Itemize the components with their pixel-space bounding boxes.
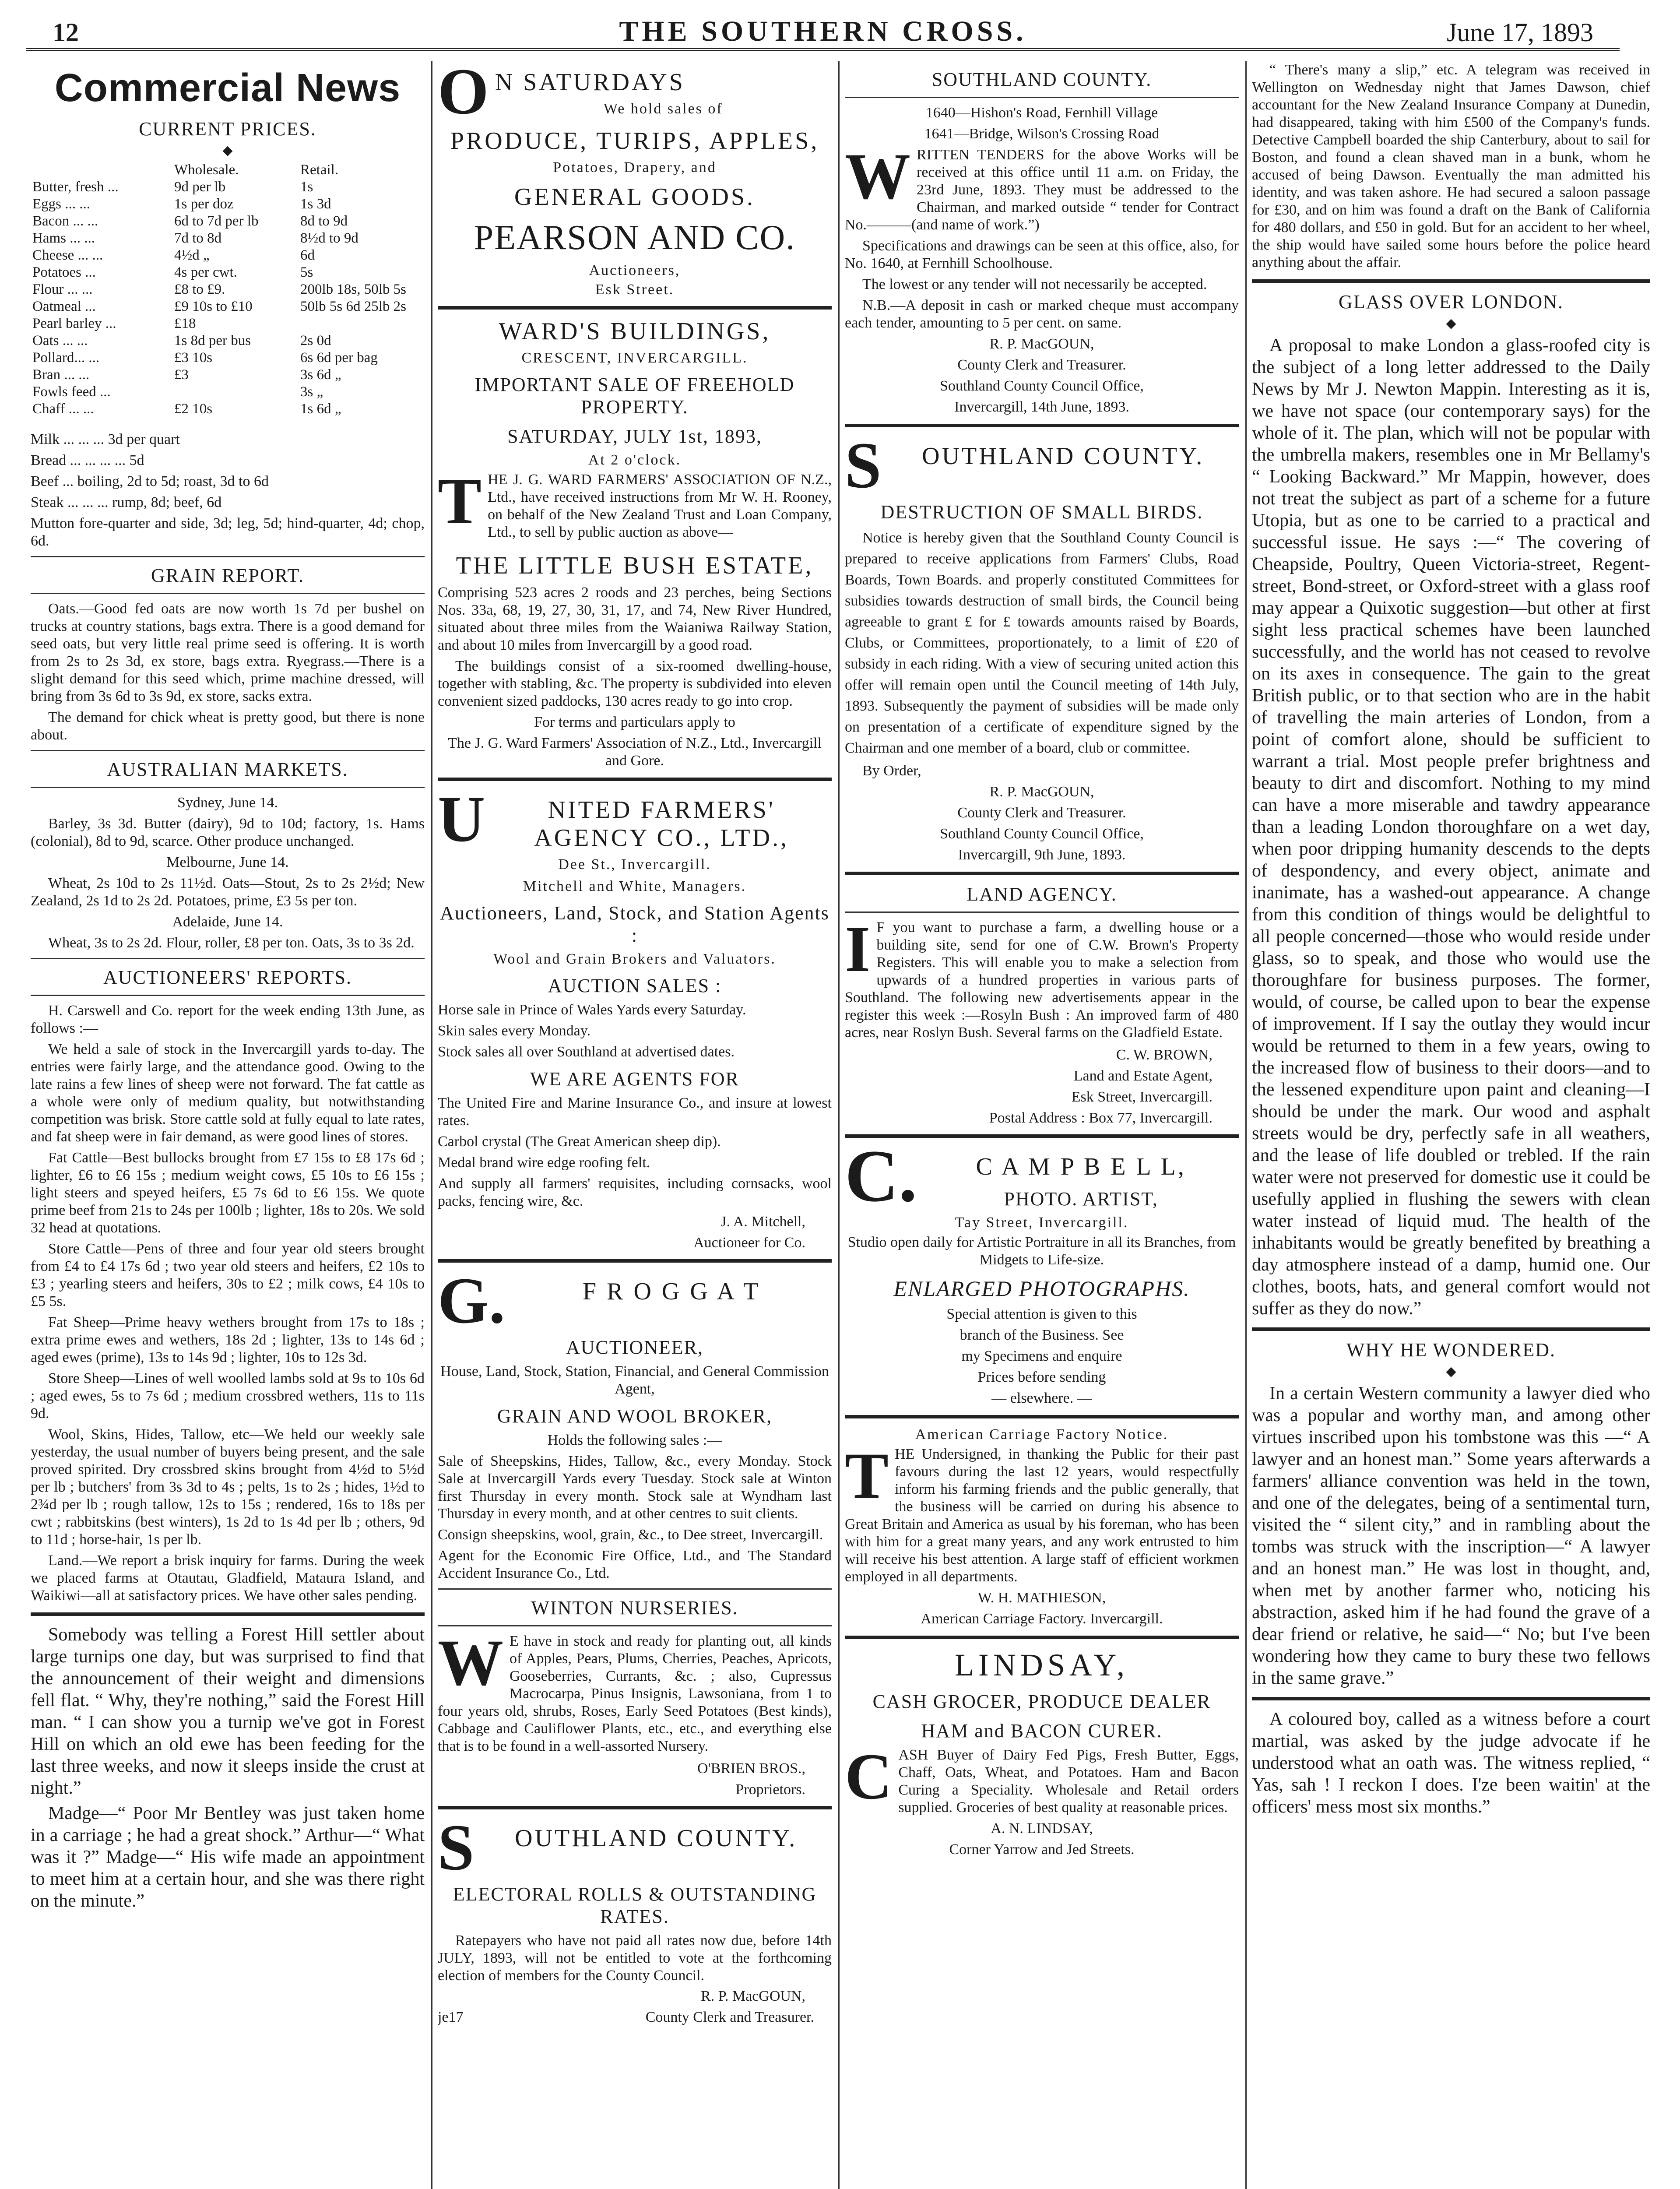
table-row bbox=[31, 298, 425, 315]
table-cell: £3 bbox=[174, 367, 189, 383]
column-auction-ads: O N SATURDAYS We hold sales of PRODUCE, TURIPS, APPLES, Potatoes, Drapery, and GENERAL GOODS. PEARSON AND CO. Auctioneers, Esk Street. WARD'S BUILDINGS, CRESCENT, INVERCARGILL. IMPORTANT SALE OF FREEHOLD PROPERTY. SATURDAY, JULY 1st, 1893, At 2 o'clock. T HE J. G. WARD FARMERS' ASSOCIATION OF N.Z., Ltd., have received instructions from Mr W. H. Rooney, on behalf of the New Zealand Trust and Loan Company, Ltd., to sell by public auction as above— THE LITTLE BUSH ESTATE, Comprising 523 acres 2 roods and 23 perches, being Sections Nos. 33a, 68, 19, 27, 30, 31, 17, and 74, New River Hundred, situated about three miles from the Waianiwa Railway Station, and about 10 miles from Invercargill by a good road. The buildings consist of a six-roomed dwelling-house, together with stabling, &c. The property is subdivided into eleven convenient sized paddocks, 130 acres ready to go into crop. For terms and particulars apply to The J. G. Ward Farmers' Association of N.Z., Ltd., Invercargill and Gore. U NITED FARMERS' AGENCY CO., LTD., Dee St., Invercargill. Mitchell and White, Managers. Auctioneers, Land, Stock, and Station Agents : Wool and Grain Brokers and Valuators. AUCTION SALES : Horse sale in Prince of Wales Yards every Saturday. Skin sales every Monday. Stock sales all over Southland at advertised dates. WE ARE AGENTS FOR The United Fire and Marine Insurance Co., and insure at lowest rates. Carbol crystal (The Great American sheep dip). Medal brand wire edge roofing felt. And supply all farmers' requisites, including cornsacks, wool packs, fencing wire, &c. J. A. Mitchell, Auctioneer for Co. G. F R O G G A T AUCTIONEER, House, Land, Stock, Station, Financial, and General Commission Agent, GRAIN AND WOOL BROKER, Holds the following sales :— Sale of Sheepskins, Hides, Tallow, &c., every Monday. Stock Sale at Invercargill Yards every Tuesday. Stock sale at Winton first Thursday in every month. Stock sale at Wyndham last Thursday in every month, and at other centres to suit clients. Consign sheepskins, wool, grain, &c., to Dee street, Invercargill. Agent for the Economic Fire Office, Ltd., and The Standard Accident Insurance Co., Ltd. WINTON NURSERIES. W E have in stock and ready for planting out, all kinds of Apples, Pears, Plums, Cherries, Peaches, Apricots, Gooseberries, Currants, &c. ; also, Cupressus Macrocarpa, Pinus Insignis, Lawsoniana, from 1 to four years old, shrubs, Roses, Early Seed Potatoes (Best kinds), Cabbage and Cauliflower Plants, etc., etc., and everything else that is to be found in a well-assorted Nursery. O'BRIEN BROS., Proprietors. S OUTHLAND COUNTY. ELECTORAL ROLLS & OUTSTANDING RATES. Ratepayers who have not paid all rates now due, before 14th JULY, 1893, will not be entitled to vote at the forthcoming election of members for the County Council. R. P. MacGOUN, je17 County Clerk and Treasurer. bbox=[438, 61, 832, 2025]
table-cell: 1s 6d „ bbox=[300, 401, 341, 417]
grain-text: Oats.—Good fed oats are now worth 1s 7d per bushel on trucks at country stations, bags extra. There is a good demand for seed oats, but very little real prime seed is offering. It is worth from 2s to 2s 3d, ex store, bags extra. Ryegrass.—There is a slight demand for this seed which, prime machine dressed, will bring from 3s 6d to 3s 9d, ex store, sacks extra. bbox=[31, 601, 425, 704]
auction-report-paragraph: Fat Sheep—Prime heavy wethers brought from 17s to 18s ; extra prime ewes and wethers, 18s 2d ; lighter, 13s to 14s 6d ; aged ewes (prime), 13s to 14s 9d ; lighter, 10s to 12s 3d. bbox=[31, 1314, 425, 1365]
drop-cap: S bbox=[438, 1817, 474, 1876]
drop-cap: C. bbox=[845, 1146, 917, 1217]
madge-story: Madge—“ Poor Mr Bentley was just taken home in a carriage ; he had a great shock.” Arthur—“ What was it ?” Madge—“ His wife made an appointment to meet him at a certain hour, and she was there right on the minute.” bbox=[31, 1803, 425, 1911]
dateline: Adelaide, June 14. bbox=[172, 914, 283, 930]
page-number: 12 bbox=[53, 18, 79, 47]
table-row bbox=[31, 401, 425, 418]
auction-report-paragraph: H. Carswell and Co. report for the week ending 13th June, as follows :— bbox=[31, 1003, 425, 1036]
drop-cap: C bbox=[845, 1746, 893, 1813]
retail-price-line: Milk ... ... ... 3d per quart bbox=[31, 431, 180, 447]
auction-report-paragraph: Wool, Skins, Hides, Tallow, etc—We held our weekly sale yesterday, the usual number of buyers being present, and the sale proved spirited. Dry crossbred skins brought from 4½d to 5½d per lb ; butchers' from 3s 3d to 4s ; pelts, 1s to 2s ; hides, 1½d to 2¾d per lb ; rough tallow, 12s to 15s ; rendered, 16s to 18s per cwt ; rabbitskins (best winters), 1s 2d to 1s 4d per lb ; others, 9d to 11d ; horse-hair, 1s per lb. bbox=[31, 1426, 425, 1548]
divider-ornament: ◆ bbox=[1446, 1364, 1456, 1379]
divider-ornament: ◆ bbox=[222, 143, 233, 158]
southland-county-heading: SOUTHLAND COUNTY. bbox=[931, 69, 1152, 90]
market-text: Wheat, 2s 10d to 2s 11½d. Oats—Stout, 2s to 2s 2½d; New Zealand, 2s 1d to 2s 2d. Potatoes, prime, £3 5s per ton. bbox=[31, 875, 425, 909]
lindsay-heading: LINDSAY, bbox=[954, 1647, 1129, 1682]
table-header-row: Wholesale. Retail. bbox=[174, 162, 339, 178]
table-cell: 4½d „ bbox=[174, 247, 210, 263]
market-text: Wheat, 3s to 2s 2d. Flour, roller, £8 per ton. Oats, 3s to 3s 2d. bbox=[48, 935, 415, 951]
table-cell: 9d per lb bbox=[174, 179, 226, 195]
table-cell: Flour ... ... bbox=[32, 282, 93, 297]
table-cell: Potatoes ... bbox=[32, 264, 96, 280]
drop-cap: T bbox=[438, 471, 482, 538]
table-row bbox=[31, 247, 425, 264]
slip-story: “ There's many a slip,” etc. A telegram was received in Wellington on Wednesday night that James Dawson, chief accountant for the New Zealand Insurance Company at Dunedin, had disappeared, taking with him £500 of the Company's funds. Detective Campbell boarded the ship Canterbury, about to sail for Boston, and found a clean shaved man in a bunk, whom he accused of being Dawson. Eventually the man admitted his identity, and was taken ashore. He had secured a saloon passage for £30, and on him was found a draft on the Bank of California for 480 dollars, and £50 in gold. But for an accident to her wheel, the ship would have sailed some hours before the police heard anything about the affair. bbox=[1252, 62, 1650, 271]
table-cell: 3s „ bbox=[300, 384, 323, 400]
table-cell: £8 to £9. bbox=[174, 282, 225, 297]
table-cell: Pearl barley ... bbox=[32, 316, 116, 331]
table-cell: 8½d to 9d bbox=[300, 230, 358, 246]
drop-cap: W bbox=[845, 146, 910, 213]
table-cell: 2s 0d bbox=[300, 333, 331, 348]
table-cell: Butter, fresh ... bbox=[32, 179, 119, 195]
dateline: Sydney, June 14. bbox=[177, 795, 278, 811]
table-row bbox=[31, 281, 425, 298]
column-commercial-news bbox=[31, 61, 425, 2189]
table-cell: 1s bbox=[300, 179, 313, 195]
table-cell: 1s 3d bbox=[300, 196, 331, 212]
auctioneers-reports-heading: AUCTIONEERS' REPORTS. bbox=[103, 967, 352, 988]
table-cell: 5s bbox=[300, 264, 313, 280]
section-title: Commercial News bbox=[54, 66, 401, 110]
column-divider bbox=[838, 61, 840, 2189]
auction-report-paragraph: We held a sale of stock in the Invercargill yards to-day. The entries were fairly large, and the attendance good. Owing to the late rains a few lines of sheep were not forward. The fat cattle as a whole were only of medium quality, but notwithstanding competition was brisk. Store cattle sold at fully equal to late rates, and fat sheep were in fair demand, as were good lines of stores. bbox=[31, 1041, 425, 1145]
prices-table bbox=[31, 162, 425, 418]
table-row bbox=[31, 213, 425, 230]
drop-cap: W bbox=[438, 1633, 503, 1699]
table-row bbox=[31, 366, 425, 384]
turnip-story: Somebody was telling a Forest Hill settler about large turnips one day, but was surprised to find that the announcement of their weight and dimensions fell flat. “ Why, they're nothing,” said the Forest Hill man. “ I can show you a turnip we've got in Forest Hill on which an old ewe has been feeding for the last three weeks, and now it sleeps inside the crust at night.” bbox=[31, 1625, 425, 1798]
table-cell: Oats ... ... bbox=[32, 333, 88, 348]
table-cell: Bran ... ... bbox=[32, 367, 90, 383]
table-cell: 6d to 7d per lb bbox=[174, 213, 259, 229]
why-he-wondered-heading: WHY HE WONDERED. bbox=[1346, 1339, 1556, 1361]
table-cell: Hams ... ... bbox=[32, 230, 95, 246]
table-cell: 50lb 5s 6d 25lb 2s bbox=[300, 299, 407, 314]
winton-nurseries-heading: WINTON NURSERIES. bbox=[531, 1597, 738, 1619]
dateline: Melbourne, June 14. bbox=[166, 854, 289, 870]
lawyer-story: In a certain Western community a lawyer died who was a popular and worthy man, and among other virtues inscribed upon his tombstone was this —“ A lawyer and an honest man.” Some years afterwards a farmers' alliance convention was held in the town, and one of the delegates, being of a sentimental turn, visited the “ silent city,” and in rambling about the tombs was struck with the inscription—“ A lawyer and an honest man.” He was lost in thought, and, when met by another farmer who, noticing his abstraction, asked him if he had found the grave of a dear friend or relative, he said—“ No; but I've been wondering how they came to bury these two fellows in the same grave.” bbox=[1252, 1383, 1650, 1688]
auction-report-paragraph: Store Sheep—Lines of well woolled lambs sold at 9s to 10s 6d ; aged ewes, 5s to 7s 6d ; medium crossbred wethers, 11s to 11s 9d. bbox=[31, 1370, 425, 1422]
witness-story: A coloured boy, called as a witness before a court martial, was asked by the judge advocate if he understood what an oath was. The witness replied, “ Yas, sah ! I reckon I does. I'ze been waitin' at the officers' mess most six months.” bbox=[1252, 1709, 1650, 1817]
drop-cap: U bbox=[438, 789, 485, 855]
table-cell: Oatmeal ... bbox=[32, 299, 96, 314]
table-cell: 3s 6d „ bbox=[300, 367, 341, 383]
table-cell: £9 10s to £10 bbox=[174, 299, 253, 314]
newspaper-title: THE SOUTHERN CROSS. bbox=[619, 15, 1027, 47]
drop-cap: T bbox=[845, 1446, 889, 1512]
column-stories bbox=[1252, 61, 1650, 2189]
table-cell: £3 10s bbox=[174, 350, 213, 366]
auction-report-paragraph: Land.—We report a brisk inquiry for farms. During the week we placed farms at Otautau, Gladfield, Mataura Island, and Waikiwi—all at satisfactory prices. We have other sales pending. bbox=[31, 1552, 425, 1604]
table-cell: 7d to 8d bbox=[174, 230, 222, 246]
table-row bbox=[31, 196, 425, 213]
drop-cap: G. bbox=[438, 1270, 506, 1329]
table-cell: Fowls feed ... bbox=[32, 384, 111, 400]
table-cell: 8d to 9d bbox=[300, 213, 348, 229]
drop-cap: S bbox=[845, 435, 882, 494]
table-cell: 1s 8d per bus bbox=[174, 333, 251, 348]
glass-over-london-heading: GLASS OVER LONDON. bbox=[1339, 291, 1564, 313]
column-notices: SOUTHLAND COUNTY. 1640—Hishon's Road, Fernhill Village 1641—Bridge, Wilson's Crossing Road W RITTEN TENDERS for the above Works will be received at this office until 11 a.m. on Friday, the 23rd June, 1893. They must be addressed to the Chairman, and marked outside “ tender for Contract No.———(and name of work.”) Specifications and drawings can be seen at this office, also, for No. 1640, at Fernhill Schoolhouse. The lowest or any tender will not necessarily be accepted. N.B.—A deposit in cash or marked cheque must accompany each tender, amounting to 5 per cent. on same. R. P. MacGOUN, County Clerk and Treasurer. Southland County Council Office, Invercargill, 14th June, 1893. S OUTHLAND COUNTY. DESTRUCTION OF SMALL BIRDS. Notice is hereby given that the Southland County Council is prepared to receive applications from Farmers' Clubs, Road Boards, Town Boards. and properly constituted Committees for subsidies towards destruction of small birds, the Council being agreeable to grant £ for £ towards amounts raised by Boards, Clubs, or Committees, proportionately, to a limit of £20 of subsidy in each riding. With a view of securing united action this offer will remain open until the Council meeting of 14th July, 1893. Subsequently the payment of subsidies will be made only on presentation of a certificate of expenditure signed by the Chairman and one member of a board, club or committee. By Order, R. P. MacGOUN, County Clerk and Treasurer. Southland County Council Office, Invercargill, 9th June, 1893. LAND AGENCY. I F you want to purchase a farm, a dwelling house or a building site, send for one of C.W. Brown's Property Registers. This will enable you to make a selection from upwards of a hundred properties in various parts of Southland. The following new advertisements appear in the register this week :—Rosyln Bush : An improved farm of 480 acres, near Roslyn Bush. Several farms on the Gladfield Estate. C. W. BROWN, Land and Estate Agent, Esk Street, Invercargill. Postal Address : Box 77, Invercargill. C. C A M P B E L L, PHOTO. ARTIST, Tay Street, Invercargill. Studio open daily for Artistic Portraiture in all its Branches, from Midgets to Life-size. ENLARGED PHOTOGRAPHS. Special attention is given to this branch of the Business. See my Specimens and enquire Prices before sending — elsewhere. — American Carriage Factory Notice. T HE Undersigned, in thanking the Public for their past favours during the last 12 years, would respectfully inform his farming friends and the public generally, that the business will be carried on during his absence to Great Britain and America as usual by his foreman, who has been with him for a great many years, and any work entrusted to him will receive his best attention. A large staff of efficient workmen employed in all departments. W. H. MATHIESON, American Carriage Factory. Invercargill. LINDSAY, CASH GROCER, PRODUCE DEALER HAM and BACON CURER. C ASH Buyer of Dairy Fed Pigs, Fresh Butter, Eggs, Chaff, Oats, Wheat, and Potatoes. Ham and Bacon Curing a Speciality. Wholesale and Retail orders supplied. Groceries of best quality at reasonable prices. A. N. LINDSAY, Corner Yarrow and Jed Streets. bbox=[845, 69, 1239, 1858]
table-cell: £2 10s bbox=[174, 401, 213, 417]
retail-price-line: Steak ... ... ... rump, 8d; beef, 6d bbox=[31, 494, 222, 510]
glass-story: A proposal to make London a glass-roofed city is the subject of a long letter addressed to the Daily News by Mr J. Newton Mappin. Interesting as it is, we have not space (our contemporary says) for the whole of it. The plan, which will not be popular with the umbrella makers, resembles one in Mr Bellamy's “ Looking Backward.” Mr Mappin, however, does not treat the subject as part of a scheme for a future Utopia, but as one to be carried to a practical and successful issue. He says :—“ The covering of Cheapside, Poultry, Queen Victoria-street, Regent-street, Bond-street, or Oxford-street with a glass roof may appear a Quixotic suggestion—but other at first sight less practical schemes have been launched successfully, and the world has not ceased to revolve on its axes in consequence. The gain to the great British public, or to that section who are in the habit of travelling the main arteries of London, from a point of comfort alone, should be sufficient to warrant a trial. Most people prefer brightness and beauty to dirt and discomfort. Nothing to my mind can have a more miserable and tawdry appearance than a leading London thoroughfare on a wet day, when poor dripping humanity descends to the depts of despondency, and every object, animate and inanimate, has a washed-out appearance. A change from this condition of things would be delightful to all people concerned—those who would reside under glass, so to speak, and those who would use the thoroughfare for business purposes. The former, would, of course, be called upon to bear the expense of improvement. If I say the outlay they would incur would be returned to them in a few years, owing to the increased flow of business to their doors—and to the lessened expenditure upon paint and cleaning—I should be under the mark. Our wood and asphalt streets would be dry, perfectly safe in all weathers, and the lease of life doubled or trebled. If the rain water were not preserved for domestic use it could be usefully applied in flushing the sewers with clean water instead of liquid mud. The health of the inhabitants would be greatly benefited by breathing a day atmosphere instead of a damp, humid one. Our clothes, boots, hats, and general comfort would not suffer as they do now.” bbox=[1252, 335, 1650, 1319]
table-cell: Eggs ... ... bbox=[32, 196, 90, 212]
table-cell: Bacon ... ... bbox=[32, 213, 98, 229]
table-cell: Pollard... ... bbox=[32, 350, 100, 366]
table-cell: Chaff ... ... bbox=[32, 401, 94, 417]
grain-report-heading: GRAIN REPORT. bbox=[151, 565, 305, 586]
pearson-and-co: PEARSON AND CO. bbox=[474, 218, 796, 257]
drop-cap: I bbox=[845, 919, 871, 985]
market-text: Barley, 3s 3d. Butter (dairy), 9d to 10d; factory, 1s. Hams (colonial), 8d to 9d, scarce. Other produce unchanged. bbox=[31, 816, 425, 849]
drop-cap: O bbox=[438, 61, 489, 120]
retail-price-line: Mutton fore-quarter and side, 3d; leg, 5d; hind-quarter, 4d; chop, 6d. bbox=[31, 515, 425, 549]
table-cell: 4s per cwt. bbox=[174, 264, 237, 280]
grain-text: The demand for chick wheat is pretty good, but there is none about. bbox=[31, 709, 425, 743]
table-row bbox=[31, 179, 425, 196]
table-cell: Cheese ... ... bbox=[32, 247, 103, 263]
auction-report-paragraph: Fat Cattle—Best bullocks brought from £7 15s to £8 17s 6d ; lighter, £6 to £6 15s ; medium weight cows, £5 10s to £6 15s ; light steers and speyed heifers, £5 7s 6d to £6 15s. We quote prime beef from 21s to 24s per 100lb ; lighter, 18s to 20s. We sold 32 head at quotations. bbox=[31, 1150, 425, 1236]
australian-markets-heading: AUSTRALIAN MARKETS. bbox=[107, 759, 348, 780]
table-row bbox=[31, 264, 425, 281]
table-cell: 200lb 18s, 50lb 5s bbox=[300, 282, 407, 297]
table-cell bbox=[299, 315, 425, 332]
retail-price-line: Beef ... boiling, 2d to 5d; roast, 3d to 6d bbox=[31, 473, 269, 489]
table-row bbox=[31, 384, 425, 401]
auction-report-paragraph: Store Cattle—Pens of three and four year old steers brought from £4 to £4 17s 6d ; two year old steers and heifers, £2 10s to £3 ; yearling steers and heifers, 30s to £2 ; milk cows, £4 10s to £5 5s. bbox=[31, 1241, 425, 1309]
table-cell: 1s per doz bbox=[174, 196, 234, 212]
table-cell bbox=[172, 384, 299, 401]
table-cell: 6d bbox=[300, 247, 315, 263]
retail-price-line: Bread ... ... ... ... 5d bbox=[31, 452, 144, 468]
column-divider bbox=[1245, 61, 1247, 2189]
divider-ornament: ◆ bbox=[1446, 316, 1456, 331]
masthead bbox=[26, 9, 1620, 51]
table-row bbox=[31, 349, 425, 366]
table-row bbox=[31, 332, 425, 349]
land-agency-heading: LAND AGENCY. bbox=[967, 883, 1117, 905]
table-row bbox=[31, 230, 425, 247]
column-divider bbox=[431, 61, 432, 2189]
current-prices-heading: CURRENT PRICES. bbox=[139, 118, 316, 140]
issue-date: June 17, 1893 bbox=[1447, 18, 1593, 47]
table-cell: £18 bbox=[174, 316, 196, 331]
table-cell: 6s 6d per bag bbox=[300, 350, 378, 366]
table-row bbox=[31, 315, 425, 332]
